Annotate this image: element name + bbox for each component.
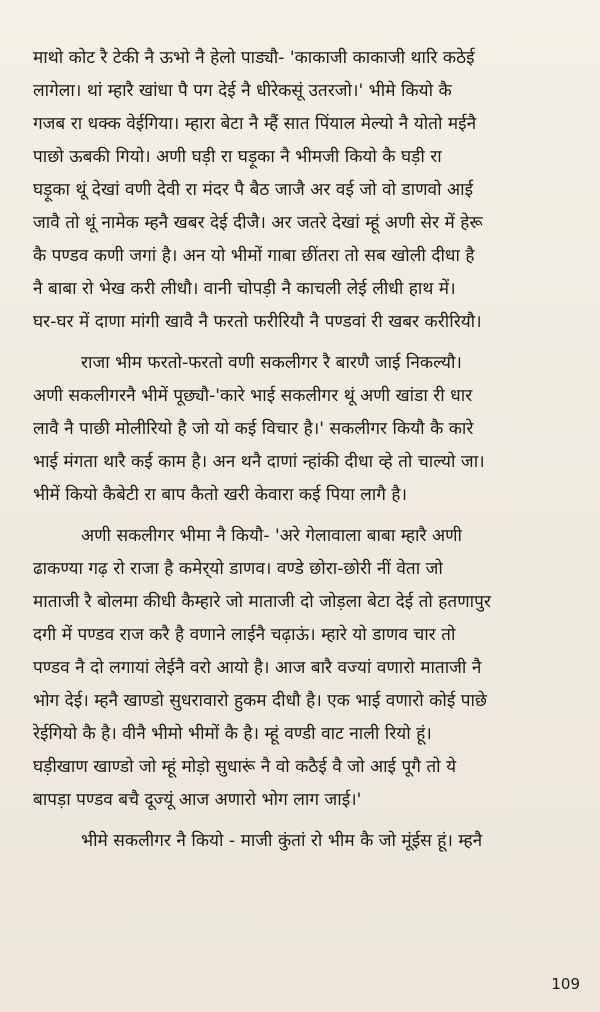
text-line: माताजी रै बोलमा कीधी कैम्हारे जो माताजी दो जोड़ला बेटा देई तो हतणापुर bbox=[33, 592, 491, 612]
text-line: अणी सकलीगर भीमा नै कियौ- 'अरे गेलावाला बाबा म्हारै अणी bbox=[81, 526, 463, 546]
text-line: अणी सकलीगरनै भीमें पूछ्यौ-'कारे भाई सकलीगर थूं अणी खांडा री धार bbox=[33, 386, 473, 406]
paragraph-gap bbox=[33, 512, 579, 520]
text-line: जावै तो थूं नामेक म्हनै खबर देई दीजै। अर जतरे देखां म्हूं अणी सेर में हेरू bbox=[33, 213, 483, 233]
text-line: बापड़ा पण्डव बचै दूज्यूं आज अणारो भोग लाग जाई।' bbox=[33, 790, 362, 810]
text-line: लावै नै पाछी मोलीरियो है जो यो कई विचार है।' सकलीगर कियौ कै कारे bbox=[33, 419, 474, 439]
text-line: नै बाबा रो भेख करी लीधौ। वानी चोपड़ी नै काचली लेई लीधी हाथ में। bbox=[33, 279, 456, 299]
text-line: भीमें कियो कैबेटी रा बाप कैतो खरी केवारा कई पिया लागै है। bbox=[33, 485, 407, 505]
text-line: घड़ूका थूं देखां वणी देवी रा मंदर पै बैठ जाजै अर वई जो वो डाणवो आई bbox=[33, 180, 474, 200]
paragraph-3 bbox=[33, 520, 579, 817]
text-line: रेईगियो कै है। वीनै भीमो भीमों कै है। म्हूं वण्डी वाट नाली रियो हूं। bbox=[33, 724, 432, 744]
text-line: घड़ीखाण खाण्डो जो म्हूं मोड़ो सुधारूं नै वो कठैई वै जो आई पूगै तो ये bbox=[33, 757, 457, 777]
text-line: लागेला। थां म्हारै खांधा पै पग देई नै धीरेकसूं उतरजो।' भीमे कियो कै bbox=[33, 81, 452, 101]
paragraph-4 bbox=[33, 825, 579, 858]
paragraph-1 bbox=[33, 42, 579, 339]
text-line: पण्डव नै दो लगायां लेईनै वरो आयो है। आज बारै वज्यां वणारो माताजी नै bbox=[33, 658, 482, 678]
paragraph-gap bbox=[33, 817, 579, 825]
paragraph-gap bbox=[33, 339, 579, 347]
text-line: घर-घर में दाणा मांगी खावै नै फरतो फरीरियौ नै पण्डवां री खबर करीरियौ। bbox=[33, 312, 482, 332]
text-line: गजब रा धक्क वेईगिया। म्हारा बेटा नै म्हैं सात पिंयाल मेल्यो नै योतो मईनै bbox=[33, 114, 477, 134]
text-line: कै पण्डव कणी जगां है। अन यो भीमों गाबा छींतरा तो सब खोली दीधा है bbox=[33, 246, 475, 266]
body-text bbox=[33, 42, 579, 858]
text-line: दगी में पण्डव राज करै है वणाने लाईनै चढ़ाऊं। म्हारे यो डाणव चार तो bbox=[33, 625, 456, 645]
text-line: माथो कोट रै टेकी नै ऊभो नै हेलो पाड्यौ- 'काकाजी काकाजी थारि कठेई bbox=[33, 48, 475, 68]
paragraph-2 bbox=[33, 347, 579, 512]
text-line: भोग देई। म्हनै खाण्डो सुधरावारो हुकम दीधौ है। एक भाई वणारो कोई पाछे bbox=[33, 691, 487, 711]
text-line: ढाकण्या गढ़ रो राजा है कमेर्‌यो डाणव। वण्डे छोरा-छोरी नीं वेता जो bbox=[33, 559, 443, 579]
page-number: 109 bbox=[551, 975, 580, 993]
text-line: भाई मंगता थारै कई काम है। अन थनै दाणां न्हांकी दीधा व्हे तो चाल्यो जा। bbox=[33, 452, 485, 472]
text-line: भीमे सकलीगर नै कियो - माजी कुंतां रो भीम कै जो मूंईस हूं। म्हनै bbox=[81, 831, 483, 851]
text-line: पाछो ऊबकी गियो। अणी घड़ी रा घड़ूका नै भीमजी कियो कै घड़ी रा bbox=[33, 147, 442, 167]
text-line: राजा भीम फरतो-फरतो वणी सकलीगर रै बारणै जाई निकल्यौ। bbox=[81, 353, 462, 373]
